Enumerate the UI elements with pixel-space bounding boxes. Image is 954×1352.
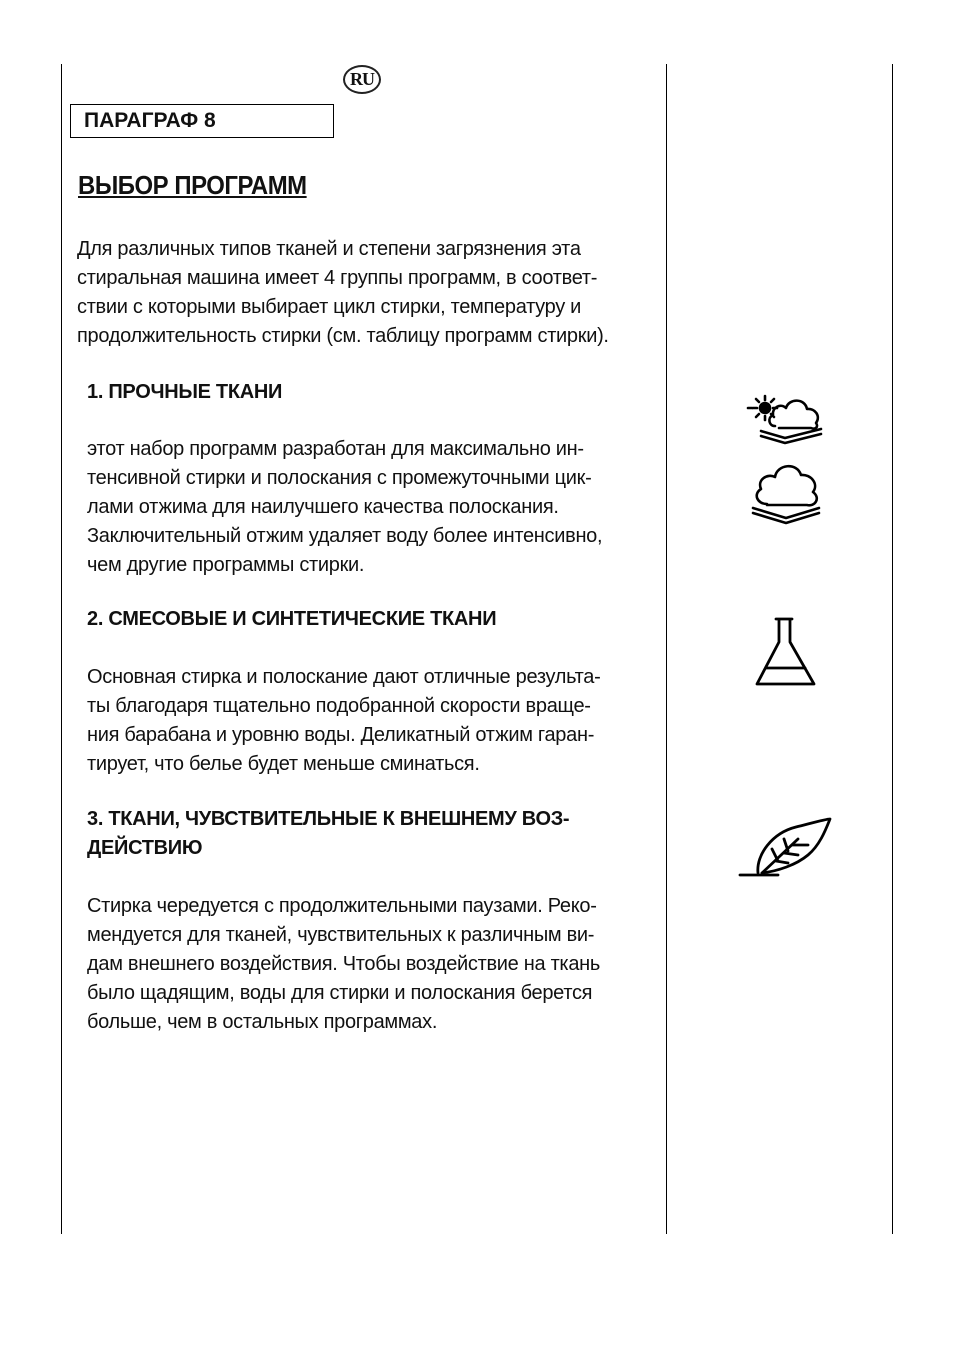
section-1-heading: 1. ПРОЧНЫЕ ТКАНИ	[87, 381, 283, 403]
section-1-body: этот набор программ разработан для максимально ин- тенсивной стирки и полоскания с промежуточными цик- лами отжима для наилучшего качества полоскания. Заключительный отжим удаляет воду более интенсивно, чем другие программы стирки.	[87, 438, 603, 576]
sun-cloud-fabric-icon	[745, 388, 825, 446]
cloud-fabric-icon	[749, 460, 823, 526]
intro-text: Для различных типов тканей и степени загрязнения эта стиральная машина имеет 4 группы программ, в соответ- ствии с которыми выбирает цикл стирки, температуру и продолжительность стирки (см. таблицу программ стирки).	[77, 238, 609, 347]
section-2-body: Основная стирка и полоскание дают отличные результа- ты благодаря тщательно подобранной скорости враще- ния барабана и уровню воды. Деликатный отжим гаран- тирует, что белье будет меньше сминаться.	[87, 666, 601, 775]
flask-icon	[752, 616, 818, 688]
section-2-heading: 2. СМЕСОВЫЕ И СИНТЕТИЧЕСКИЕ ТКАНИ	[87, 608, 497, 630]
language-badge: RU	[343, 65, 381, 94]
feather-icon	[738, 815, 838, 879]
right-margin-rule	[892, 64, 893, 1234]
section-3-heading: 3. ТКАНИ, ЧУВСТВИТЕЛЬНЫЕ К ВНЕШНЕМУ ВОЗ- ДЕЙСТВИЮ	[87, 808, 570, 859]
column-divider-rule	[666, 64, 667, 1234]
paragraph-label: ПАРАГРАФ 8	[70, 104, 334, 138]
page-title: ВЫБОР ПРОГРАММ	[78, 170, 307, 200]
section-3-body: Стирка чередуется с продолжительными паузами. Реко- мендуется для тканей, чувствительных к различным ви- дам внешнего воздействия. Чтобы воздействие на ткань было щадящим, воды для стирки и полоскания берется больше, чем в остальных программах.	[87, 895, 601, 1033]
left-margin-rule	[61, 64, 62, 1234]
